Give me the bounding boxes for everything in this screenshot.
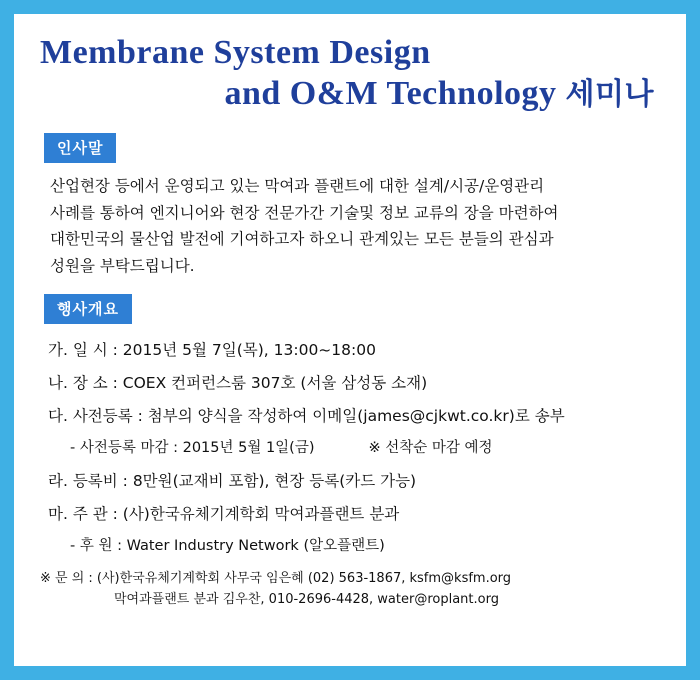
- agenda-item-sponsor: - 후 원 : Water Industry Network (알오플랜트): [70, 538, 385, 555]
- contact-line-2: 막여과플랜트 분과 김우찬, 010-2696-4428, water@roplant.org: [114, 591, 499, 607]
- agenda-item-registration-note: ※ 선착순 마감 예정: [368, 439, 493, 456]
- agenda-item-registration: 다. 사전등록 : 첨부의 양식을 작성하여 이메일(james@cjkwt.co.kr)로 송부: [48, 406, 565, 425]
- greeting-line: 대한민국의 물산업 발전에 기여하고자 하오니 관계있는 모든 분들의 관심과: [50, 230, 554, 249]
- greeting-line: 성원을 부탁드립니다.: [50, 256, 195, 275]
- greeting-body: [50, 173, 652, 280]
- title-line-2: [40, 73, 660, 114]
- title-line-2-english: and O&M Technology: [224, 75, 566, 113]
- agenda-item-fee: 라. 등록비 : 8만원(교재비 포함), 현장 등록(카드 가능): [48, 471, 417, 490]
- contact-footer: [40, 569, 686, 611]
- greeting-line: 산업현장 등에서 운영되고 있는 막여과 플랜트에 대한 설계/시공/운영관리: [50, 176, 545, 195]
- agenda-item-registration-deadline: [70, 439, 686, 458]
- poster-title: [14, 14, 686, 119]
- agenda-item-venue: 나. 장 소 : COEX 컨퍼런스룸 307호 (서울 삼성동 소재): [48, 373, 428, 392]
- greeting-line: 사례를 통하여 엔지니어와 현장 전문가간 기술및 정보 교류의 장을 마련하여: [50, 203, 559, 222]
- poster-card: [14, 14, 686, 666]
- agenda-item-host: 마. 주 관 : (사)한국유체기계학회 막여과플랜트 분과: [48, 504, 400, 523]
- agenda-item-registration-deadline-text: - 사전등록 마감 : 2015년 5월 1일(금): [70, 439, 315, 456]
- title-line-1: Membrane System Design: [40, 34, 431, 71]
- contact-line-1: ※ 문 의 : (사)한국유체기계학회 사무국 임은혜 (02) 563-1867, ksfm@ksfm.org: [40, 570, 512, 586]
- section-tag-greeting: 인사말: [44, 133, 116, 163]
- section-tag-overview: 행사개요: [44, 294, 132, 324]
- agenda-list: [14, 340, 686, 556]
- title-line-2-korean: 세미나: [565, 77, 654, 113]
- agenda-item-date: 가. 일 시 : 2015년 5월 7일(목), 13:00~18:00: [48, 340, 376, 359]
